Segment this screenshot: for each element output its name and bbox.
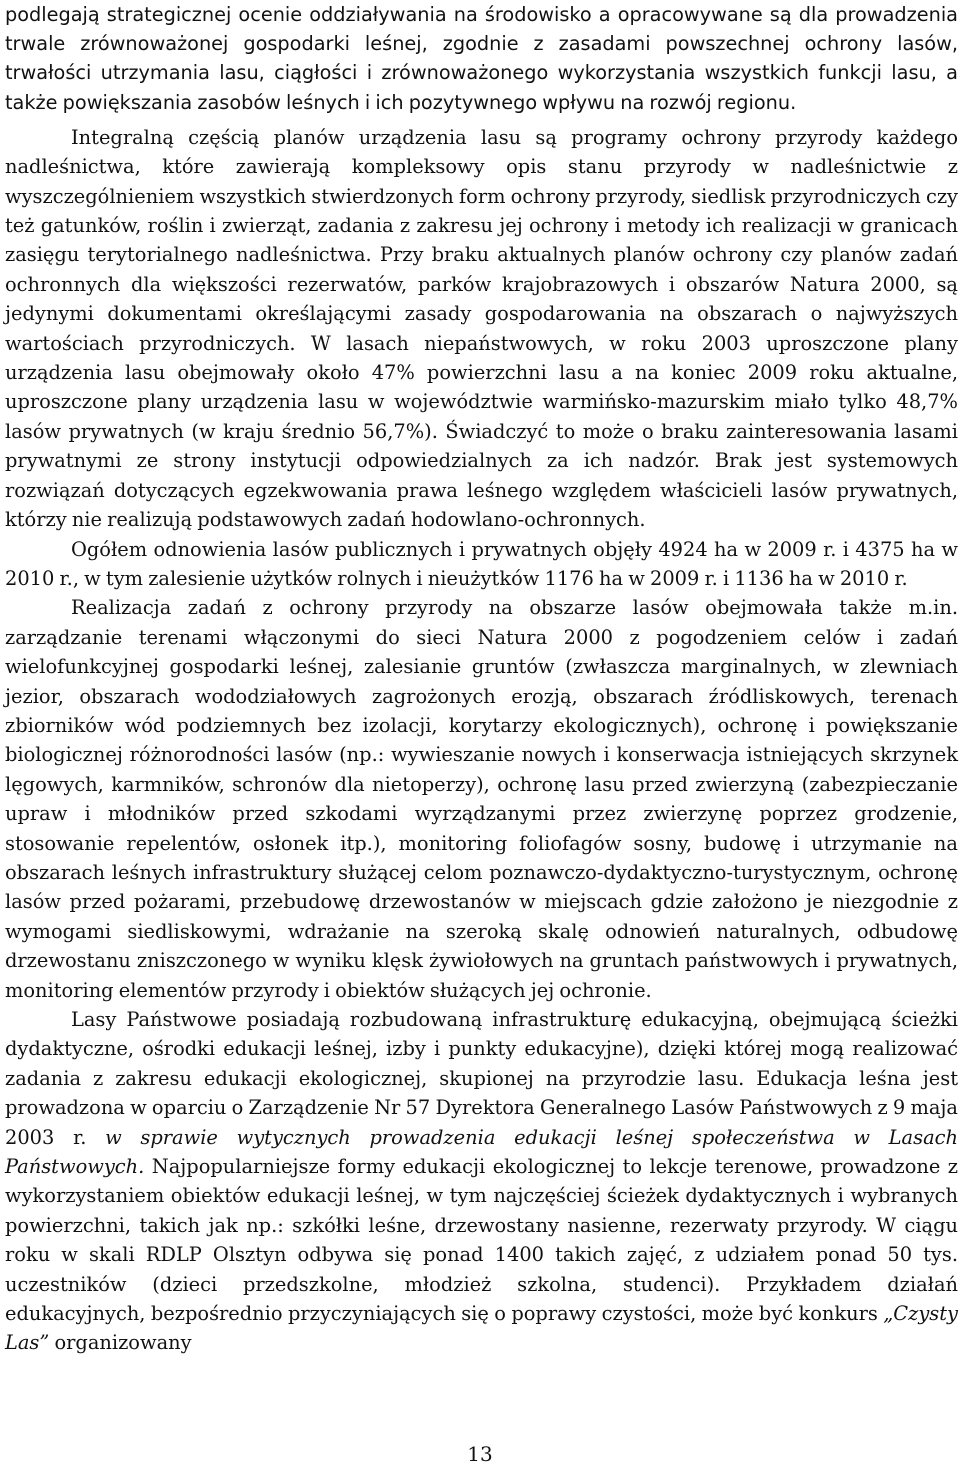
paragraph-4: Realizacja zadań z ochrony przyrody na obszarze lasów obejmowała także m.in. zarządzanie terenami włączonymi do sieci Natura 2000 z pogodzeniem celów i zadań wielofunkcyjnej gospodarki leśnej, zalesianie gruntów (zwłaszcza marginalnych, w zlewniach jezior, obszarach wododziałowych zagrożonych erozją, obszarach źródliskowych, terenach zbiorników wód podziemnych bez izolacji, korytarzy ekologicznych), ochronę i powiększanie biologicznej różnorodności lasów (np.: wywieszanie nowych i konserwacja istniejących skrzynek lęgowych, karmników, schronów dla nietoperzy), ochronę lasu przed zwierzyną (zabezpieczanie upraw i młodników przed szkodami wyrządzanymi przez zwierzynę poprzez grodzenie, stosowanie repelentów, osłonek itp.), monitoring foliofagów sosny, budowę i utrzymanie na obszarach leśnych infrastruktury służącej celom poznawczo-dydaktyczno-turystycznym, ochronę lasów przed pożarami, przebudowę drzewostanów w miejscach gdzie założono je niezgodnie z wymogami siedliskowymi, wdrażanie na szeroką skalę odnowień naturalnych, odbudowę drzewostanu zniszczonego w wyniku klęsk żywiołowych na gruntach państwowych i prywatnych, monitoring elementów przyrody i obiektów służących jej ochronie. (5, 596, 958, 1002)
paragraph-3: Ogółem odnowienia lasów publicznych i prywatnych objęły 4924 ha w 2009 r. i 4375 ha w 2010 r., w tym zalesienie użytków rolnych i nieużytków 1176 ha w 2009 r. i 1136 ha w 2010 r. (5, 537, 958, 590)
regulation-title-italic: w sprawie wytycznych prowadzenia edukacji leśnej społeczeństwa w Lasach Państwowych. (5, 1125, 958, 1179)
page-number: 13 (467, 1442, 493, 1466)
paragraph-5-text-a: Lasy Państwowe posiadają rozbudowaną infrastrukturę edukacyjną, obejmującą ścieżki dydaktyczne, ośrodki edukacji leśnej, izby i punkty edukacyjne), dzięki której mogą realizować zadania z zakresu edukacji ekologicznej, skupionej na przyrodzie lasu. Edukacja leśna jest prowadzona w oparciu o Zarządzenie Nr 57 Dyrektora Generalnego Lasów Państwowych z 9 maja 2003 r. (5, 1008, 958, 1149)
document-page (5, 0, 958, 1358)
paragraph-5-text-b: Najpopularniejsze formy edukacji ekologicznej to lekcje terenowe, prowadzone z wykorzystaniem obiektów edukacji leśnej, w tym najczęściej ścieżek dydaktycznych i wybranych powierzchni, takich jak np.: szkółki leśne, drzewostany nasienne, rezerwaty przyrody. W ciągu roku w skali RDLP Olsztyn odbywa się ponad 1400 takich zajęć, z udziałem ponad 50 tys. uczestników (dzieci przedszkolne, młodzież szkolna, studenci). Przykładem działań edukacyjnych, bezpośrednio przyczyniających się o poprawy czystości, może być konkurs (5, 1155, 958, 1326)
paragraph-1: podlegają strategicznej ocenie oddziaływania na środowisko a opracowywane są dla prowadzenia trwale zrównoważonej gospodarki leśnej, zgodnie z zasadami powszechnej ochrony lasów, trwałości utrzymania lasu, ciągłości i zrównoważonego wykorzystania wszystkich funkcji lasu, a także powiększania zasobów leśnych i ich pozytywnego wpływu na rozwój regionu. (5, 3, 958, 114)
contest-name-italic: „Czysty Las” (5, 1302, 958, 1355)
paragraph-5 (5, 1005, 958, 1358)
paragraph-2: Integralną częścią planów urządzenia lasu są programy ochrony przyrody każdego nadleśnictwa, które zawierają kompleksowy opis stanu przyrody w nadleśnictwie z wyszczególnieniem wszystkich stwierdzonych form ochrony przyrody, siedlisk przyrodniczych czy też gatunków, roślin i zwierząt, zadania z zakresu jej ochrony i metody ich realizacji w granicach zasięgu terytorialnego nadleśnictwa. Przy braku aktualnych planów ochrony czy planów zadań ochronnych dla większości rezerwatów, parków krajobrazowych i obszarów Natura 2000, są jedynymi dokumentami określającymi zasady gospodarowania na obszarach o najwyższych wartościach przyrodniczych. W lasach niepaństwowych, w roku 2003 uproszczone plany urządzenia lasu obejmowały około 47% powierzchni lasu a na koniec 2009 roku aktualne, uproszczone plany urządzenia lasu w województwie warmińsko-mazurskim miało tylko 48,7% lasów prywatnych (w kraju średnio 56,7%). Świadczyć to może o braku zainteresowania lasami prywatnymi ze strony instytucji odpowiedzialnych za ich nadzór. Brak jest systemowych rozwiązań dotyczących egzekwowania prawa leśnego względem właścicieli lasów prywatnych, którzy nie realizują podstawowych zadań hodowlano-ochronnych. (5, 125, 958, 532)
paragraph-5-text-c: organizowany (54, 1331, 192, 1355)
